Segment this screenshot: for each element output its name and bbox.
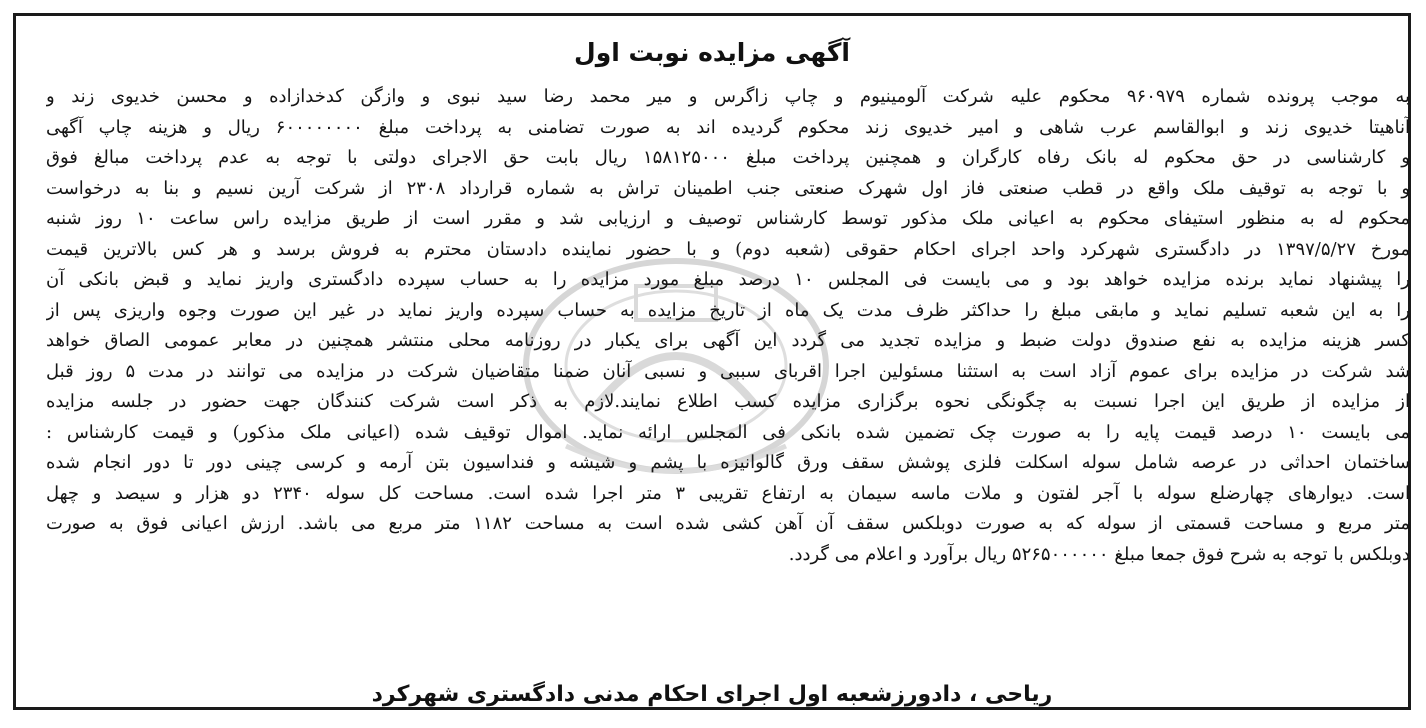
notice-line: و با توجه به توقیف ملک واقع در قطب صنعتی فاز اول شهرک صنعتی جنب اطمینان تراش به شماره قرارداد ۲۳۰۸ از شرکت آرین نسیم و بنا به درخواست xyxy=(46,177,1410,199)
notice-line: کسر هزینه مزایده به نفع صندوق دولت ضبط و مزایده تجدید می گردد این آگهی برای یکبار در روزنامه محلی منتشر همچنین در معابر عمومی الصاق خواهد xyxy=(46,330,1410,351)
notice-line: محکوم له به منظور استیفای محکوم به اعیانی ملک مذکور توسط کارشناس توصیف و ارزیابی شد و مقرر است از طریق مزایده راس ساعت ۱۰ روز شنبه xyxy=(46,208,1410,229)
notice-line: دوبلکس با توجه به شرح فوق جمعا مبلغ ۵۲۶۵۰۰۰۰۰۰ ریال برآورد و اعلام می گردد. xyxy=(788,543,1410,565)
notice-line: شد شرکت در مزایده برای عموم آزاد است به استثنا مسئولین اجرا اقربای سببی و نسبی آنان ضمنا متقاضیان شرکت در مزایده می توانند در مدت ۵ روز قبل xyxy=(46,360,1410,382)
notice-line: به موجب پرونده شماره ۹۶۰۹۷۹ محکوم علیه شرکت آلومینیوم و چاپ زاگرس و میر محمد رضا سید نبوی و وازگن کدخدازاده و محسن خدیوی زند و xyxy=(46,86,1410,107)
notice-signature: ریاحی ، دادورزشعبه اول اجرای احکام مدنی دادگستری شهرکرد xyxy=(371,682,1053,707)
notice-frame xyxy=(13,13,1411,710)
notice-line: مورخ ۱۳۹۷/۵/۲۷ در دادگستری شهرکرد واحد اجرای احکام حقوقی (شعبه دوم) و با حضور نماینده دادستان محترم به فروش برسد و هر کس بالاترین قیمت xyxy=(46,238,1410,260)
notice-line: است. دیوارهای چهارضلع سوله با آجر لفتون و ملات ماسه سیمان به ارتفاع تقریبی ۳ متر اجرا شده است. مساحت کل سوله ۲۳۴۰ دو هزار و سیصد و چهل xyxy=(46,482,1410,504)
notice-line: متر مربع و مساحت قسمتی از سوله که به صورت دوبلکس سقف آن آهن کشی شده است به مساحت ۱۱۸۲ متر مربع می باشد. ارزش اعیانی فوق به صورت xyxy=(46,513,1410,534)
notice-line: ساختمان احداثی در عرصه شامل سوله اسکلت فلزی پوشش سقف ورق گالوانیزه با پشم و شیشه و فنداسیون بتن آرمه و کرسی چینی دور تا دور انجام شده xyxy=(46,452,1410,473)
notice-body xyxy=(46,82,1410,570)
notice-line: آناهیتا خدیوی زند و ابوالقاسم عرب شاهی و امیر خدیوی زند محکوم گردیده اند به صورت تضامنی به پرداخت مبلغ ۶۰۰۰۰۰۰۰۰ ریال و هزینه چاپ آگهی xyxy=(46,116,1410,138)
notice-line: را به این شعبه تسلیم نماید و مابقی مبلغ را حداکثر ظرف مدت یک ماه از تاریخ مزایده به حساب سپرده واریز نماید در غیر این صورت وجوه واریزی پس از xyxy=(46,299,1410,321)
notice-title: آگهی مزایده نوبت اول xyxy=(574,38,850,67)
notice-line: و کارشناسی در حق محکوم له بانک رفاه کارگران و همچنین پرداخت مبلغ ۱۵۸۱۲۵۰۰۰ ریال بابت حق الاجرای دولتی با توجه به عدم پرداخت مبالغ فوق xyxy=(46,147,1410,168)
notice-line: را پیشنهاد نماید برنده مزایده خواهد بود و می بایست فی المجلس ۱۰ درصد مبلغ مورد مزایده را به حساب سپرده دادگستری واریز نماید و قبض بانکی آن xyxy=(46,269,1410,290)
notice-line: می بایست ۱۰ درصد قیمت پایه را به صورت چک تضمین شده بانکی فی المجلس ارائه نماید. اموال توقیف شده (اعیانی ملک مذکور) و قیمت کارشناس : xyxy=(46,421,1410,443)
notice-line: از مزایده از طریق این اجرا نسبت به چگونگی نحوه برگزاری مزایده کسب اطلاع نمایند.لازم به ذکر است شرکت کنندگان جهت حضور در جلسه مزایده xyxy=(46,391,1410,412)
